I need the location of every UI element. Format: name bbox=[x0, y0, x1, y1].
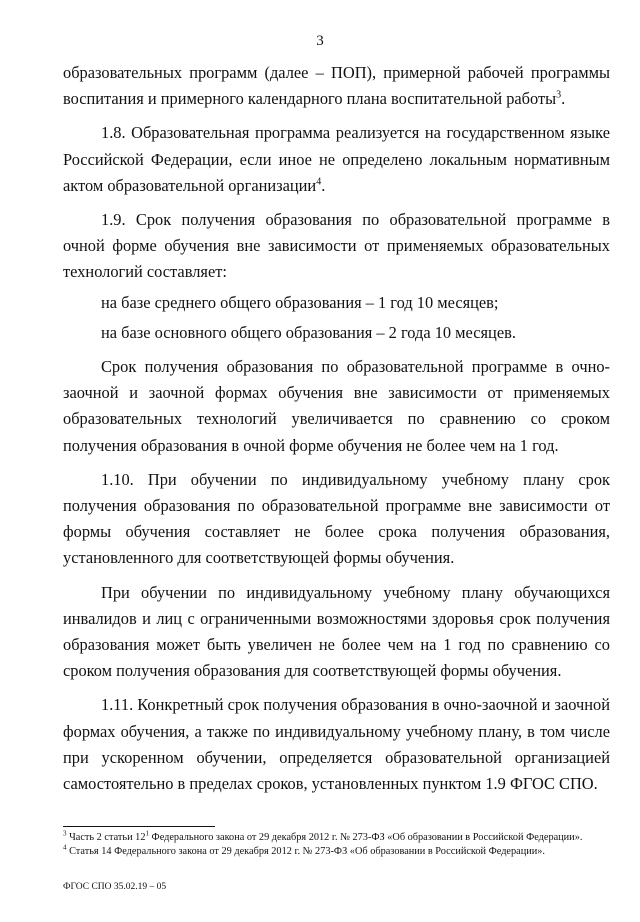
footnotes bbox=[63, 831, 610, 859]
footnote-text: Федерального закона от 29 декабря 2012 г. № 273-ФЗ «Об образовании в Российской Федерации». bbox=[148, 832, 583, 843]
footnote-mark: 3 bbox=[63, 829, 67, 838]
paragraph-part-time-term: Срок получения образования по образовательной программе в очно-заочной и заочной формах обучения вне зависимости от применяемых образовательных технологий увеличивается по сравнению со сроком получения образования в очной форме обучения не более чем на 1 год. bbox=[63, 357, 610, 455]
document-code: ФГОС СПО 35.02.19 – 05 bbox=[63, 882, 167, 892]
footnote-mark: 4 bbox=[63, 843, 67, 852]
paragraph-secondary-general: на базе среднего общего образования – 1 год 10 месяцев; bbox=[101, 292, 499, 312]
paragraph-1-8 bbox=[63, 120, 610, 199]
paragraph-1-9: 1.9. Срок получения образования по образовательной программе в очной форме обучения вне зависимости от применяемых образовательных технологий составляет: bbox=[63, 210, 610, 282]
paragraph-end: . bbox=[321, 175, 326, 195]
paragraph-end: . bbox=[561, 89, 566, 109]
paragraph-continuation bbox=[63, 60, 610, 112]
footnote-ref-3: 3 bbox=[556, 89, 562, 101]
paragraph-1-11: 1.11. Конкретный срок получения образования в очно-заочной и заочной формах обучения, а также по индивидуальному учебному плану, в том числе при ускоренном обучении, определяется образовательной организацией самостоятельно в пределах сроков, установленных пунктом 1.9 ФГОС СПО. bbox=[63, 695, 610, 794]
footnote-divider bbox=[63, 826, 215, 827]
footnote-text: Статья 14 Федерального закона от 29 декабря 2012 г. № 273-ФЗ «Об образовании в Российской Федерации». bbox=[66, 846, 545, 857]
footnote-article-sup: 1 bbox=[145, 829, 149, 838]
paragraph-basic-general: на базе основного общего образования – 2 года 10 месяцев. bbox=[101, 322, 516, 342]
paragraph-disabled-students: При обучении по индивидуальному учебному плану обучающихся инвалидов и лиц с ограниченными возможностями здоровья срок получения образования может быть увеличен не более чем на 1 год по сравнению со сроком получения образования для соответствующей формы обучения. bbox=[63, 582, 610, 681]
page-number: 3 bbox=[316, 33, 324, 49]
paragraph-1-10: 1.10. При обучении по индивидуальному учебному плану срок получения образования по образовательной программе вне зависимости от формы обучения составляет не более срока получения образования, установленного для соответствующей формы обучения. bbox=[63, 469, 610, 568]
footnote-3 bbox=[63, 831, 610, 845]
paragraph-text: образовательных программ (далее – ПОП), примерной рабочей программы воспитания и примерного календарного плана воспитательной работы bbox=[63, 63, 610, 109]
document-body bbox=[63, 60, 610, 805]
footnote-ref-4: 4 bbox=[316, 176, 322, 188]
paragraph-text: 1.8. Образовательная программа реализуется на государственном языке Российской Федерации, если иное не определено локальным нормативным актом образовательной организации bbox=[63, 123, 610, 195]
footnote-text: Часть 2 статьи 12 bbox=[66, 832, 146, 843]
footnote-4 bbox=[63, 845, 610, 859]
